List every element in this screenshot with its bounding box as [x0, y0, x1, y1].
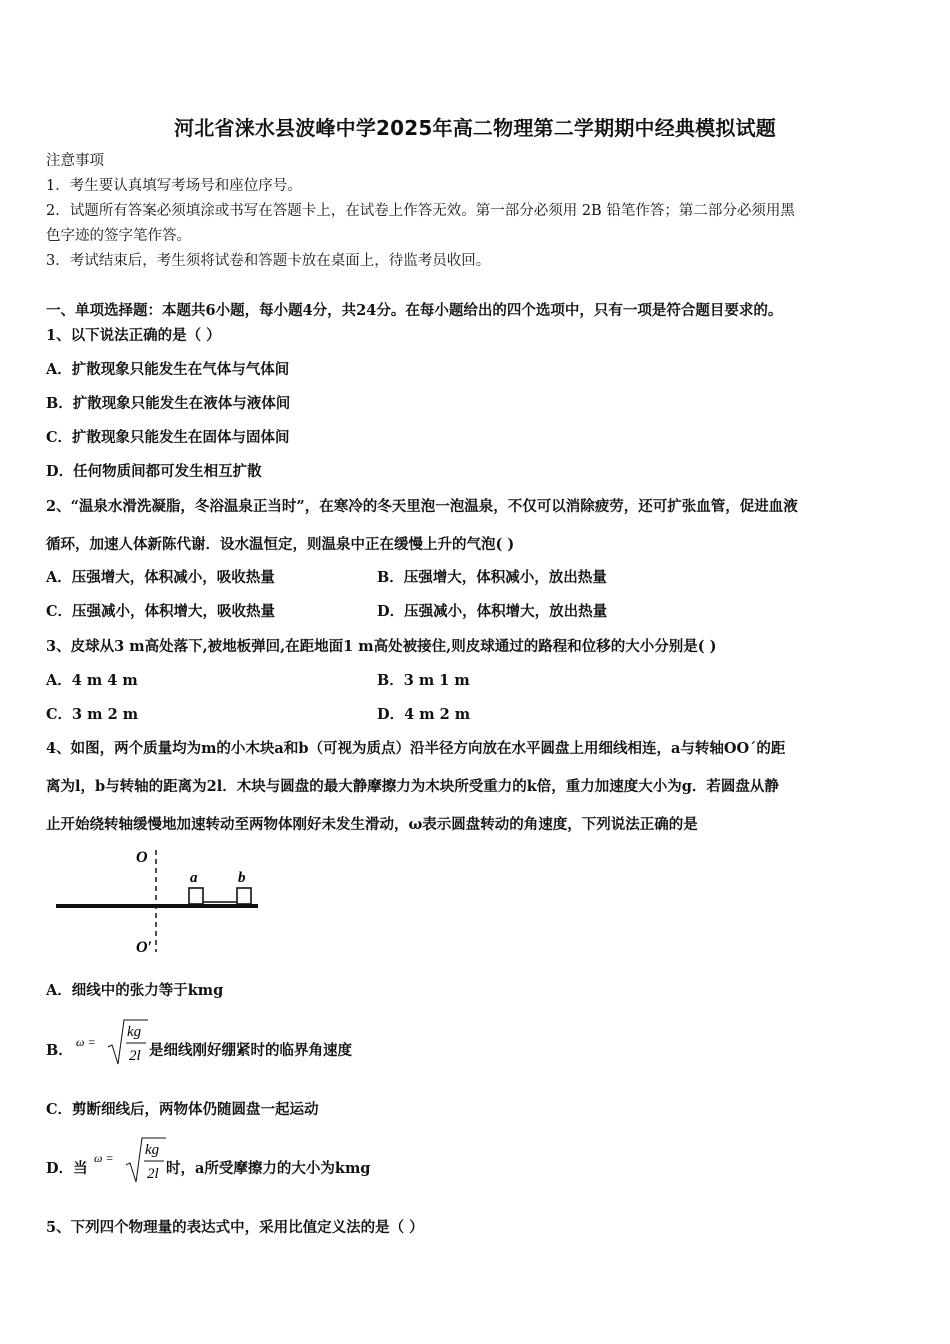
- option: C．3 m 2 m: [46, 706, 139, 723]
- block-b: [237, 888, 251, 904]
- question-stem: 离为l，b与转轴的距离为2l．木块与圆盘的最大静摩擦力为木块所受重力的k倍，重力加速度大小为g．若圆盘从静: [46, 778, 779, 795]
- label-a: a: [190, 870, 198, 886]
- formula-num: kg: [127, 1024, 142, 1040]
- option: D．4 m 2 m: [377, 706, 471, 723]
- option: D．任何物质间都可发生相互扩散: [46, 463, 262, 480]
- formula-b: [74, 1016, 150, 1068]
- formula-lhs: ω =: [94, 1151, 114, 1165]
- option: A．细线中的张力等于kmg: [46, 982, 224, 999]
- option: B．压强增大，体积减小，放出热量: [377, 569, 607, 586]
- option: A．4 m 4 m: [46, 672, 138, 689]
- notice-item: 1．考生要认真填写考场号和座位序号。: [46, 178, 302, 194]
- option: B．3 m 1 m: [377, 672, 470, 689]
- option-b-text: 是细线刚好绷紧时的临界角速度: [149, 1042, 352, 1059]
- option-d-prefix: D．当: [46, 1160, 88, 1177]
- question-stem: 5、下列四个物理量的表达式中，采用比值定义法的是（ ）: [46, 1219, 424, 1236]
- block-a: [189, 888, 203, 904]
- question-stem: 2、“温泉水滑洗凝脂，冬浴温泉正当时”，在寒冷的冬天里泡一泡温泉，不仅可以消除疲劳，还可扩张血管，促进血液: [46, 498, 798, 515]
- question-stem: 循环，加速人体新陈代谢．设水温恒定，则温泉中正在缓慢上升的气泡( ): [46, 536, 515, 553]
- notice-item: 色字迹的签字笔作答。: [46, 228, 191, 244]
- formula-den: 2l: [129, 1048, 141, 1064]
- axis-label-o: O: [136, 849, 148, 866]
- option: B．扩散现象只能发生在液体与液体间: [46, 395, 291, 412]
- question-stem: 3、皮球从3 m高处落下,被地板弹回,在距地面1 m高处被接住,则皮球通过的路程和位移的大小分别是( ): [46, 638, 717, 655]
- option-b-prefix: B．: [46, 1042, 73, 1059]
- option: C．压强减小，体积增大，吸收热量: [46, 603, 276, 620]
- question-stem: 止开始绕转轴缓慢地加速转动至两物体刚好未发生滑动，ω表示圆盘转动的角速度，下列说法正确的是: [46, 816, 698, 833]
- option: A．压强增大，体积减小，吸收热量: [46, 569, 275, 586]
- notice-item: 2．试题所有答案必须填涂或书写在答题卡上，在试卷上作答无效。第一部分必须用 2B 铅笔作答；第二部分必须用黑: [46, 203, 795, 219]
- formula-den: 2l: [147, 1166, 159, 1182]
- label-b: b: [238, 870, 246, 886]
- option: D．压强减小，体积增大，放出热量: [377, 603, 608, 620]
- page-title: 河北省涞水县波峰中学2025年高二物理第二学期期中经典模拟试题: [174, 116, 776, 140]
- notice-item: 3．考试结束后，考生须将试卷和答题卡放在桌面上，待监考员收回。: [46, 253, 491, 269]
- formula-d: [92, 1134, 168, 1186]
- question-stem: 1、以下说法正确的是（ ）: [46, 327, 221, 344]
- question-stem: 4、如图，两个质量均为m的小木块a和b（可视为质点）沿半径方向放在水平圆盘上用细线相连，a与转轴OO´的距: [46, 740, 786, 757]
- option: A．扩散现象只能发生在气体与气体间: [46, 361, 290, 378]
- formula-num: kg: [145, 1142, 160, 1158]
- option: C．扩散现象只能发生在固体与固体间: [46, 429, 290, 446]
- disk-figure: [50, 842, 265, 960]
- axis-label-o2: O′: [136, 939, 153, 956]
- formula-lhs: ω =: [76, 1035, 96, 1049]
- option: C．剪断细线后，两物体仍随圆盘一起运动: [46, 1101, 319, 1118]
- option-d-text: 时，a所受摩擦力的大小为kmg: [166, 1160, 371, 1177]
- section-heading: 一、单项选择题：本题共6小题，每小题4分，共24分。在每小题给出的四个选项中，只有一项是符合题目要求的。: [46, 302, 783, 319]
- notice-heading: 注意事项: [46, 153, 104, 169]
